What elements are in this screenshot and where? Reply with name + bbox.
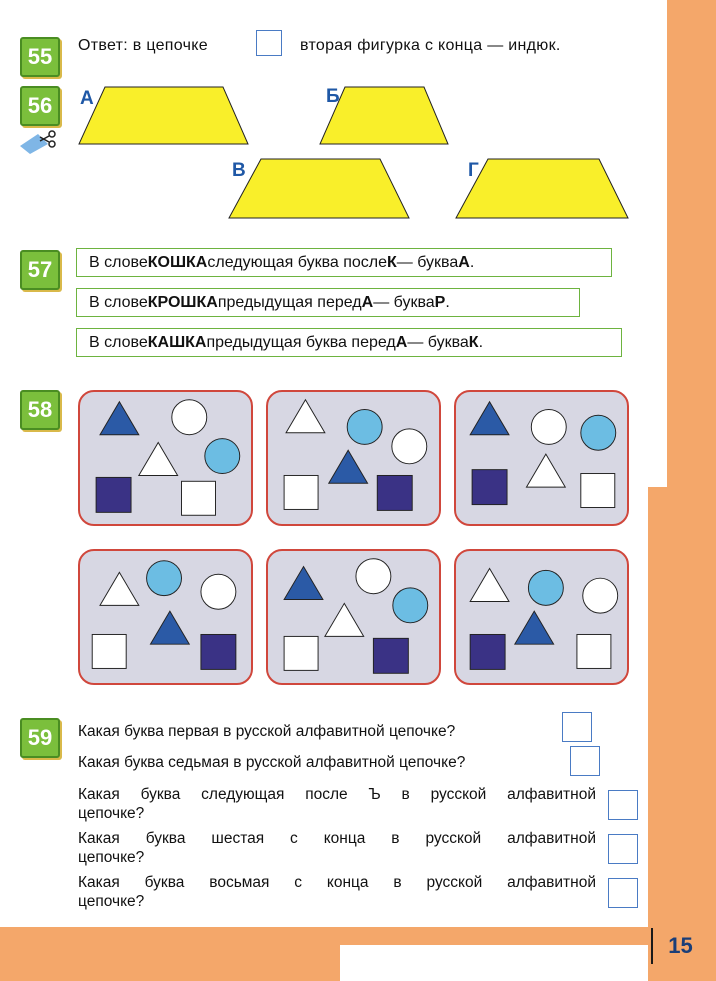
exercise-56-badge: 56 [20, 86, 60, 126]
circle-white [531, 409, 566, 444]
square-navy [470, 634, 505, 669]
ex57-line-2-p4: . [445, 293, 450, 311]
ex59-question-4 [78, 829, 596, 867]
triangle-white [100, 572, 139, 605]
circle-white [356, 559, 391, 594]
ex57-line-1-p2: следующая буква после [207, 253, 388, 271]
ex57-line-3-p3: — буква [407, 333, 469, 351]
ex57-line-2-p3: — буква [373, 293, 435, 311]
triangle-dark [470, 402, 509, 435]
triangle-dark [515, 611, 554, 644]
shape-panel-6[interactable] [454, 549, 629, 685]
shape-panel-4[interactable] [78, 549, 253, 685]
triangle-white [286, 400, 325, 433]
square-navy [373, 638, 408, 673]
ex57-line-2-p1: В слове [89, 293, 148, 311]
square-white [92, 634, 126, 668]
ex59-question-5 [78, 873, 596, 911]
ex59-question-4-line1: Какая буква шестая с конца в русской алфавитной [78, 830, 596, 847]
figure-label-a: А [80, 88, 94, 109]
triangle-dark [150, 611, 189, 644]
ex55-text-before: Ответ: в цепочке [78, 37, 208, 54]
square-navy [96, 477, 131, 512]
ex59-answer-box-1[interactable] [562, 712, 592, 742]
ex57-line-1-p3: — буква [396, 253, 459, 271]
circle-blue [147, 561, 182, 596]
ex57-line-3-p1: В слове [89, 333, 148, 351]
shape-panel-2[interactable] [266, 390, 441, 526]
square-white [284, 475, 318, 509]
ex57-line-2-word: КРОШКА [147, 293, 218, 311]
ex57-line-3-letter1: А [395, 333, 408, 351]
figure-label-b: Б [326, 86, 340, 107]
ex59-question-3-line2: цепочке? [78, 805, 145, 822]
ex57-line-3 [76, 328, 622, 357]
triangle-dark [100, 402, 139, 435]
trapezoid-v [227, 158, 412, 220]
square-white [182, 481, 216, 515]
square-navy [201, 634, 236, 669]
ex59-answer-box-3[interactable] [608, 790, 638, 820]
ex57-line-1-word: КОШКА [147, 253, 208, 271]
figure-label-g: Г [468, 160, 479, 181]
triangle-white [139, 442, 178, 475]
circle-blue [528, 570, 563, 605]
orange-margin-notch [648, 487, 716, 981]
exercise-57-badge: 57 [20, 250, 60, 290]
triangle-white [526, 454, 565, 487]
shape-panel-5[interactable] [266, 549, 441, 685]
square-navy [377, 475, 412, 510]
square-white [577, 634, 611, 668]
ex59-question-5-line2: цепочке? [78, 893, 145, 910]
exercise-55-badge: 55 [20, 37, 60, 77]
figure-label-v: В [232, 160, 246, 181]
square-navy [472, 470, 507, 505]
ex57-line-2-letter1: А [361, 293, 374, 311]
circle-white [172, 400, 207, 435]
ex57-line-2 [76, 288, 580, 317]
exercise-58-badge: 58 [20, 390, 60, 430]
square-white [581, 474, 615, 508]
square-white [284, 636, 318, 670]
triangle-white [325, 603, 364, 636]
exercise-59-badge: 59 [20, 718, 60, 758]
circle-blue [205, 439, 240, 474]
circle-white [201, 574, 236, 609]
circle-blue [581, 415, 616, 450]
ex57-line-3-p4: . [478, 333, 484, 351]
triangle-dark [284, 567, 323, 600]
ex59-question-1: Какая буква первая в русской алфавитной цепочке? [78, 723, 456, 740]
trapezoid-b [318, 86, 450, 146]
shape-panel-3[interactable] [454, 390, 629, 526]
ex55-text-after: вторая фигурка с конца — индюк. [300, 37, 561, 54]
ex57-line-3-word: КАШКА [147, 333, 207, 351]
ex57-line-1-letter2: А [458, 253, 470, 271]
scissors-icon [18, 126, 60, 154]
ex57-line-3-p2: предыдущая буква перед [206, 333, 396, 351]
ex59-question-2: Какая буква седьмая в русской алфавитной цепочке? [78, 754, 466, 771]
ex55-answer-box[interactable] [256, 30, 282, 56]
page-bottom-white [340, 945, 648, 981]
trapezoid-g [454, 158, 631, 220]
circle-white [392, 429, 427, 464]
triangle-dark [329, 450, 368, 483]
triangle-white [470, 568, 509, 601]
ex57-line-2-letter2: Р [434, 293, 446, 311]
ex57-line-1-letter1: К [387, 253, 397, 271]
circle-blue [393, 588, 428, 623]
ex59-question-3 [78, 785, 596, 823]
ex59-question-4-line2: цепочке? [78, 849, 145, 866]
trapezoid-a [77, 86, 250, 146]
ex59-question-3-line1: Какая буква следующая после Ъ в русской алфавитной [78, 786, 596, 803]
ex57-line-1-p4: . [469, 253, 475, 271]
page-number: 15 [651, 928, 708, 964]
ex57-line-3-letter2: К [468, 333, 479, 351]
shape-panel-1[interactable] [78, 390, 253, 526]
ex59-answer-box-4[interactable] [608, 834, 638, 864]
ex57-line-1 [76, 248, 612, 277]
ex57-line-2-p2: предыдущая перед [217, 293, 362, 311]
ex59-question-5-line1: Какая буква восьмая с конца в русской алфавитной [78, 874, 596, 891]
circle-white [583, 578, 618, 613]
circle-blue [347, 409, 382, 444]
ex57-line-1-p1: В слове [89, 253, 148, 271]
ex59-answer-box-5[interactable] [608, 878, 638, 908]
ex59-answer-box-2[interactable] [570, 746, 600, 776]
